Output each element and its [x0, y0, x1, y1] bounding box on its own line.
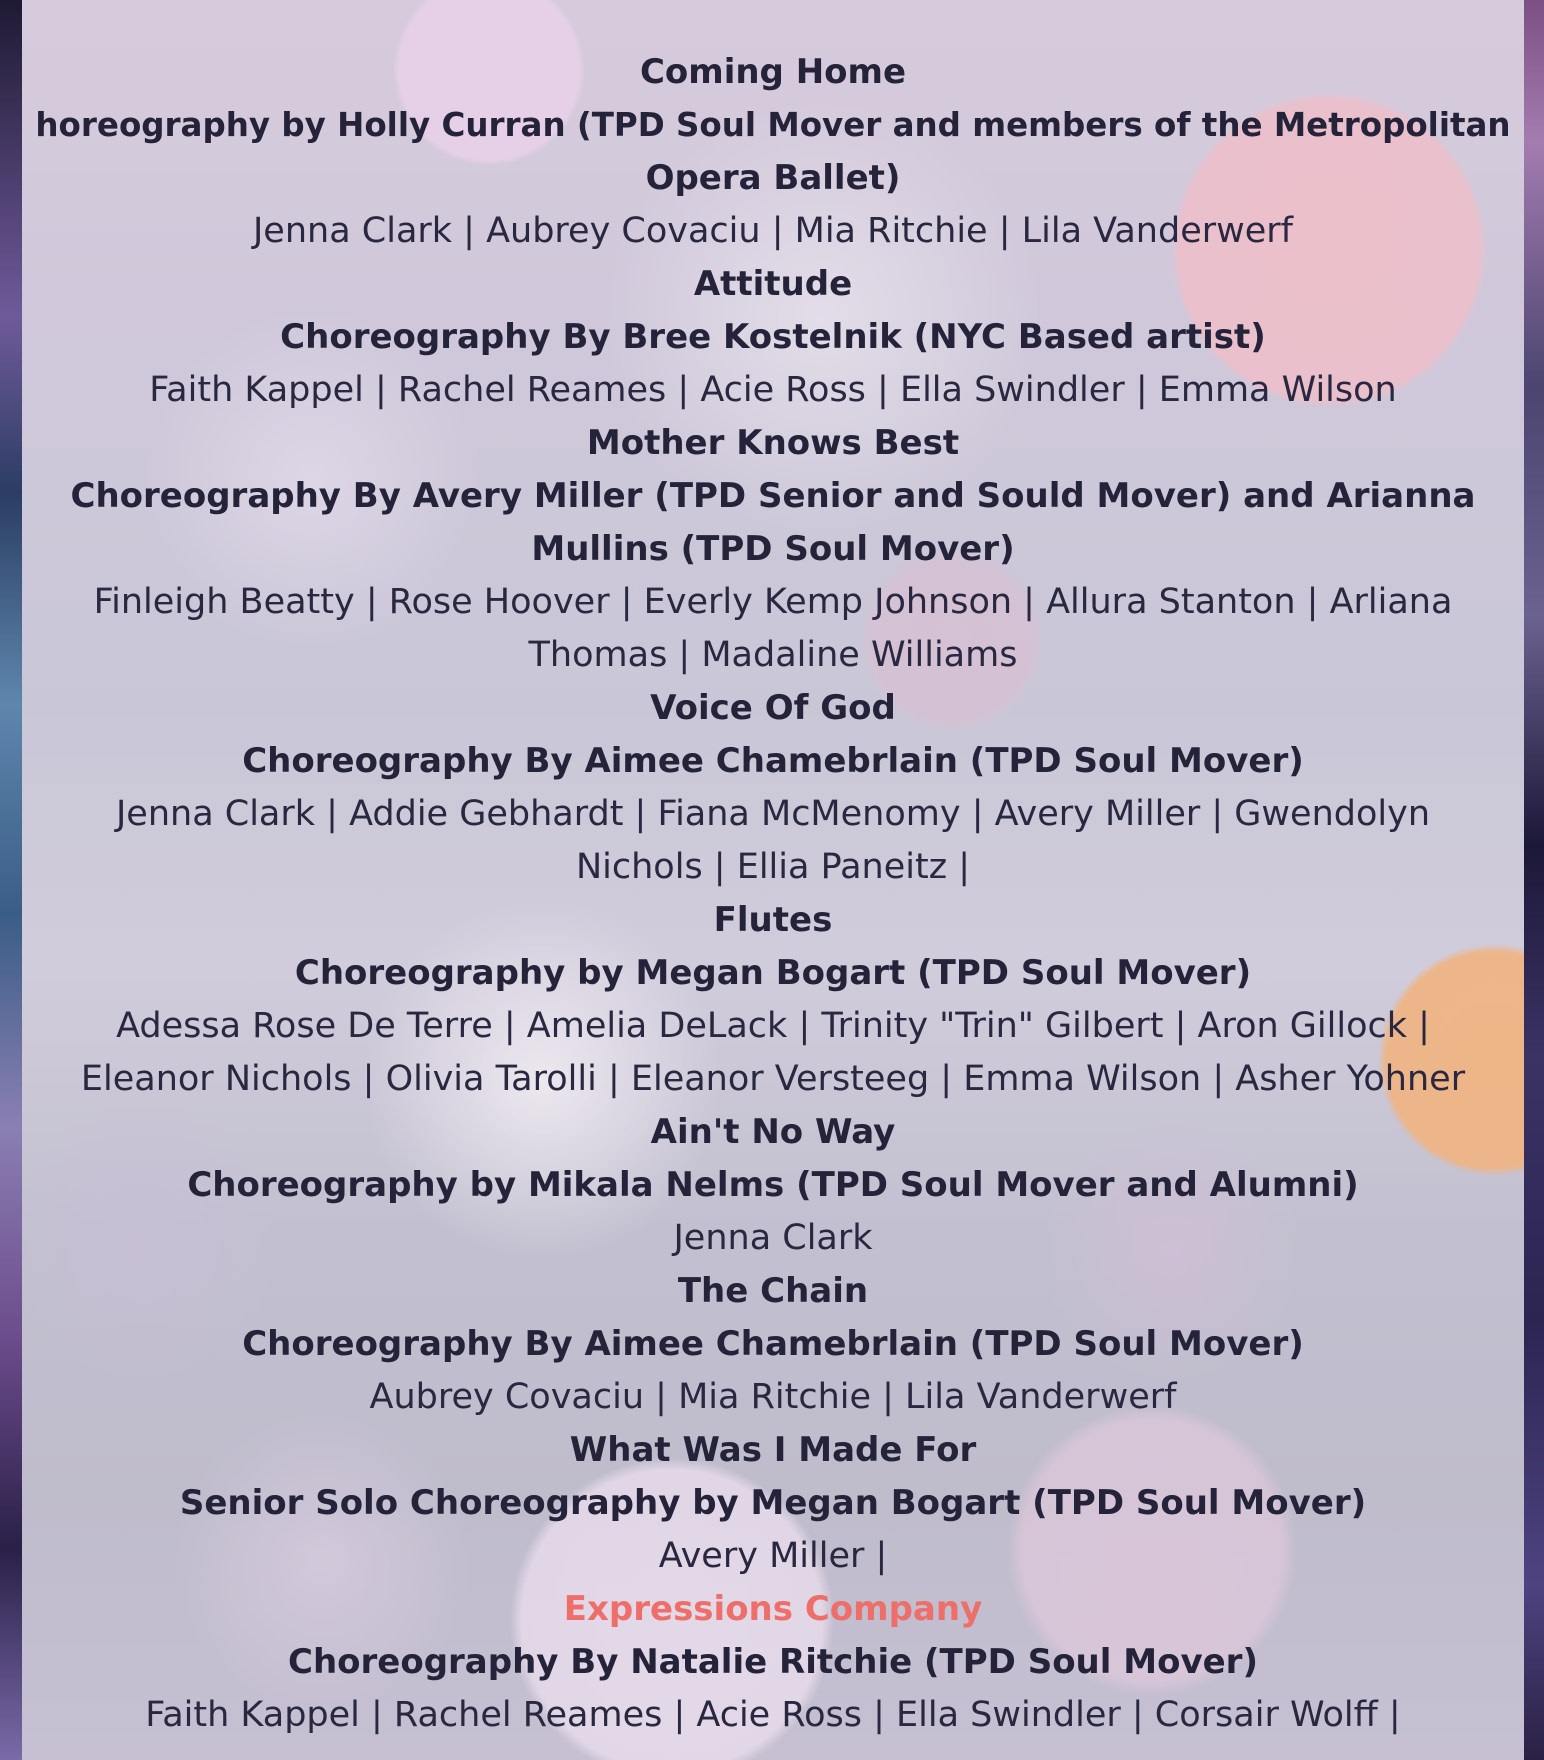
choreography-credit: Opera Ballet) [645, 158, 901, 198]
piece-title-coming-home: Coming Home [639, 52, 907, 92]
choreography-credit: Choreography By Aimee Chamebrlain (TPD Soul Mover) [242, 1324, 1304, 1364]
choreography-credit: Mullins (TPD Soul Mover) [531, 529, 1015, 569]
choreography-credit: Senior Solo Choreography by Megan Bogart (TPD Soul Mover) [179, 1483, 1367, 1523]
cast-list: Eleanor Nichols | Olivia Tarolli | Eleanor Versteeg | Emma Wilson | Asher Yohner [80, 1059, 1466, 1099]
cast-list: Nichols | Ellia Paneitz | [575, 847, 971, 887]
piece-title-aint-no-way: Ain't No Way [650, 1112, 896, 1152]
choreography-credit: Choreography By Avery Miller (TPD Senior and Sould Mover) and Arianna [70, 476, 1476, 516]
cast-list: Faith Kappel | Rachel Reames | Acie Ross | Ella Swindler | Corsair Wolff | [145, 1695, 1401, 1735]
choreography-credit: horeography by Holly Curran (TPD Soul Mover and members of the Metropolitan [35, 106, 1511, 144]
cast-list: Adessa Rose De Terre | Amelia DeLack | Trinity "Trin" Gilbert | Aron Gillock | [116, 1006, 1430, 1046]
cast-list: Aubrey Covaciu | Mia Ritchie | Lila Vanderwerf [369, 1377, 1177, 1417]
program-panel [22, 0, 1524, 1760]
piece-title-the-chain: The Chain [677, 1271, 869, 1311]
piece-title-mother-knows-best: Mother Knows Best [586, 423, 960, 463]
left-bokeh-edge [0, 0, 22, 1760]
section-title-expressions-company: Expressions Company [563, 1589, 983, 1629]
choreography-credit: Choreography By Natalie Ritchie (TPD Soul Mover) [288, 1642, 1258, 1682]
cast-list: Faith Kappel | Rachel Reames | Acie Ross | Ella Swindler | Emma Wilson [149, 370, 1397, 410]
cast-list: Avery Miller | [658, 1536, 888, 1576]
choreography-credit: Choreography By Bree Kostelnik (NYC Based artist) [280, 317, 1266, 357]
choreography-credit: Choreography by Mikala Nelms (TPD Soul Mover and Alumni) [187, 1165, 1359, 1205]
program-list [22, 46, 1524, 1742]
cast-list: Jenna Clark | Aubrey Covaciu | Mia Ritchie | Lila Vanderwerf [252, 211, 1294, 251]
right-bokeh-edge [1524, 0, 1544, 1760]
choreography-credit: Choreography by Megan Bogart (TPD Soul Mover) [294, 953, 1252, 993]
piece-title-what-was-i-made-for: What Was I Made For [569, 1430, 977, 1470]
cast-list: Jenna Clark [673, 1218, 873, 1258]
piece-title-voice-of-god: Voice Of God [650, 688, 896, 728]
piece-title-flutes: Flutes [713, 900, 833, 940]
choreography-credit: Choreography By Aimee Chamebrlain (TPD Soul Mover) [242, 741, 1304, 781]
piece-title-attitude: Attitude [693, 264, 853, 304]
cast-list: Finleigh Beatty | Rose Hoover | Everly Kemp Johnson | Allura Stanton | Arliana [93, 582, 1453, 622]
cast-list: Thomas | Madaline Williams [528, 635, 1018, 675]
cast-list: Jenna Clark | Addie Gebhardt | Fiana McMenomy | Avery Miller | Gwendolyn [115, 794, 1431, 834]
